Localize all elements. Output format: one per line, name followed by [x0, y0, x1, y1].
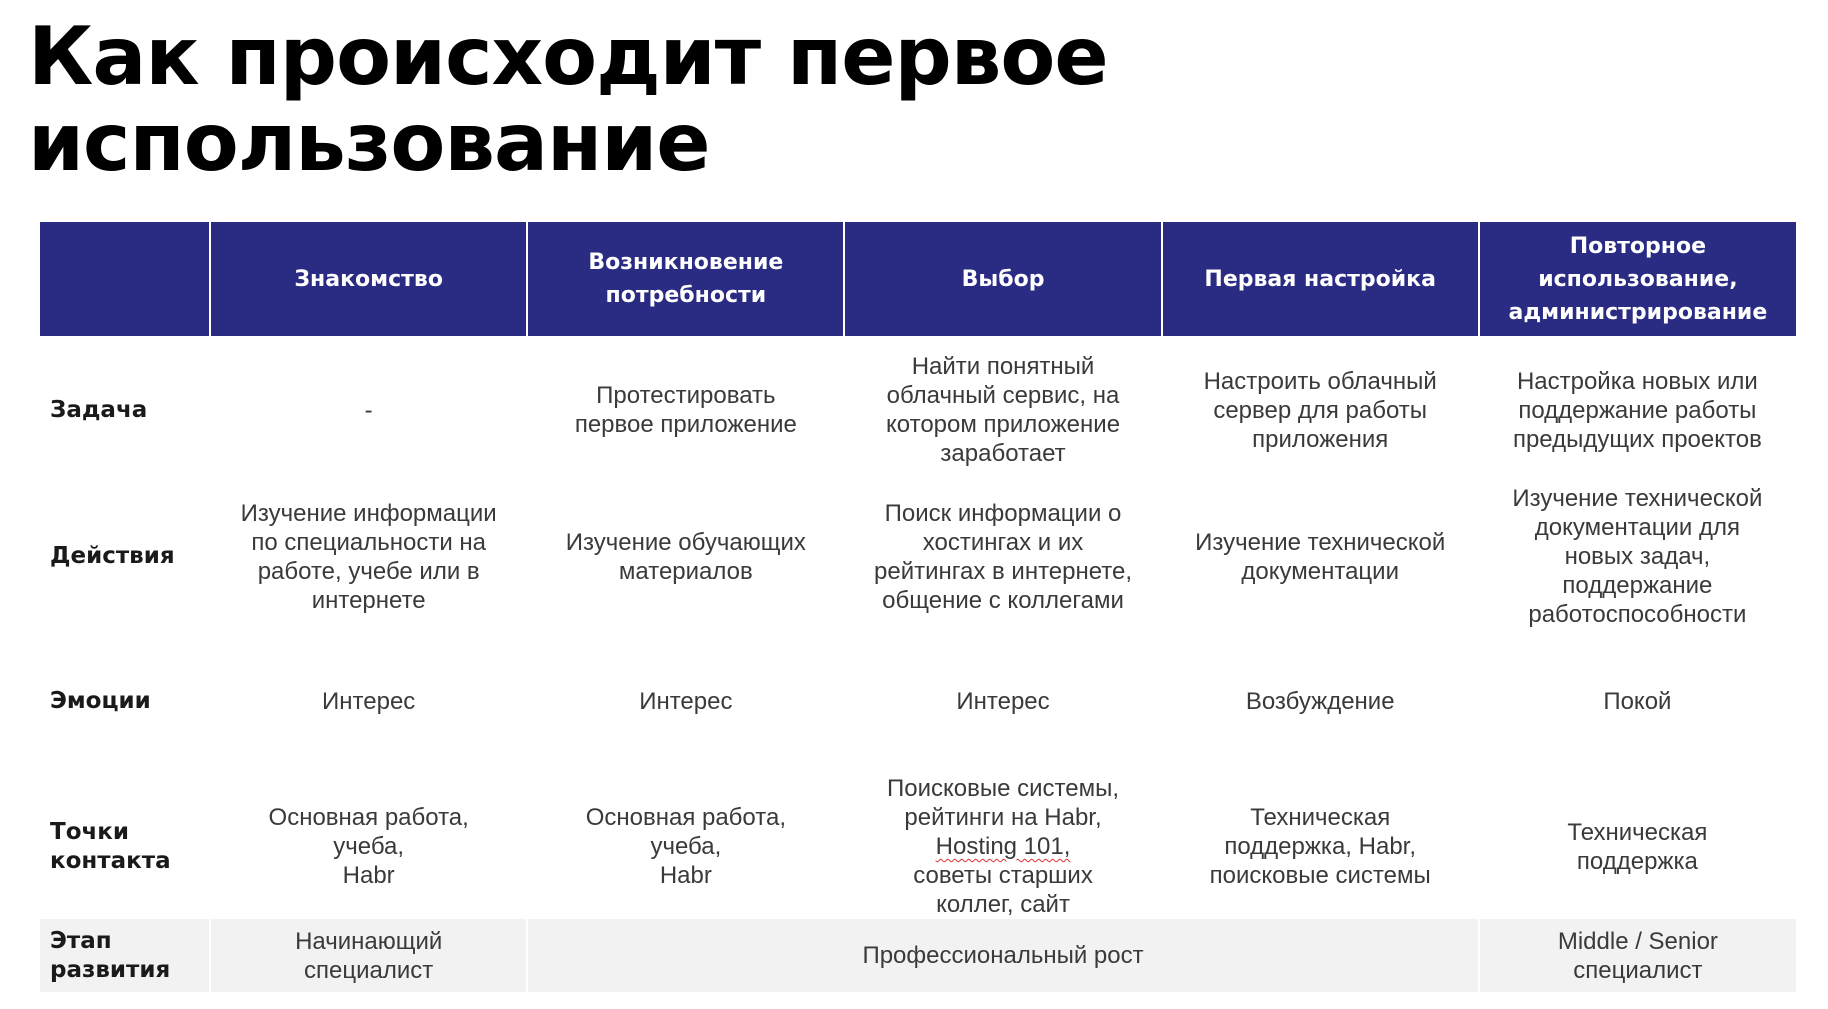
stage-cell-professional-growth: Профессиональный рост [527, 919, 1479, 992]
table-row-emotions [40, 629, 1796, 774]
touchpoints-cell-reuse [1479, 774, 1796, 919]
emotions-cell-first-setup: Возбуждение [1245, 688, 1395, 715]
cell-text-line: Изучение технической [1195, 528, 1446, 556]
header-text-line: Первая настройка [1204, 266, 1436, 292]
cell-text-line: советы старших [913, 862, 1093, 889]
task-cell-choice [844, 336, 1161, 484]
table-row-touchpoints [40, 774, 1796, 919]
cell-text-line: интернете [311, 586, 426, 614]
cell-text-line: предыдущих проектов [1512, 425, 1762, 453]
cell-text-line: поисковые системы [1209, 862, 1431, 889]
table-row-actions [40, 484, 1796, 629]
header-text-line: администрирование [1508, 299, 1768, 325]
cell-text-line: облачный сервис, на [886, 382, 1120, 409]
task-cell-acquaintance [210, 336, 527, 484]
table-row-task [40, 336, 1796, 484]
customer-journey-table [40, 222, 1796, 992]
touchpoints-cell-acquaintance [210, 774, 527, 919]
cell-text-line: учеба, [650, 833, 722, 860]
cell-text-line: хостингах и их [922, 528, 1084, 556]
header-stage-need [527, 222, 844, 336]
cell-text-line: Техническая [1250, 804, 1391, 831]
row-label-line: развития [50, 956, 171, 983]
actions-cell-reuse [1479, 484, 1796, 629]
cell-text-line: Найти понятный [911, 353, 1095, 380]
row-label-actions: Действия [50, 543, 175, 569]
actions-cell-need [527, 484, 844, 629]
cell-text-line: рейтингах в интернете, [874, 557, 1133, 585]
cell-text-line: поддержание работы [1518, 396, 1757, 424]
cell-text-line: поддержка, Habr, [1224, 833, 1417, 860]
row-label-touchpoints [40, 774, 210, 919]
row-label-development-stage [40, 919, 210, 992]
cell-text-line: Habr [342, 862, 395, 889]
page-title [28, 10, 1788, 189]
cell-text-line: рейтинги на Habr, [904, 804, 1102, 831]
cell-text-line: Habr [659, 862, 712, 889]
cell-text-line: Основная работа, [585, 804, 786, 831]
cell-text-line: Начинающий [295, 927, 443, 955]
cell-text-line: документации [1241, 557, 1399, 585]
touchpoints-cell-choice [844, 774, 1161, 919]
row-label-line: Точки [50, 818, 130, 845]
cell-text-line: документации для [1534, 514, 1741, 541]
header-text-line: Знакомство [294, 266, 443, 292]
actions-cell-first-setup [1162, 484, 1479, 629]
cell-text-line: поддержание [1562, 572, 1713, 599]
emotions-cell-reuse: Покой [1603, 688, 1672, 715]
header-text-line: Выбор [961, 266, 1045, 292]
stage-cell-beginner [210, 919, 527, 992]
header-stage-first-setup [1162, 222, 1479, 336]
cell-text-line: сервер для работы [1213, 396, 1428, 424]
cell-text-line: Middle / Senior [1557, 927, 1718, 955]
cell-text-line: - [364, 396, 373, 424]
header-stage-acquaintance [210, 222, 527, 336]
header-text-line: потребности [605, 283, 767, 308]
cell-text-line: Изучение обучающих [565, 528, 806, 556]
table-header-row [40, 222, 1796, 336]
header-text-line: Повторное [1569, 233, 1707, 259]
cell-text-line: котором приложение [886, 411, 1121, 438]
task-cell-reuse [1479, 336, 1796, 484]
cell-text-line: поддержка [1576, 847, 1698, 875]
row-label-emotions: Эмоции [50, 688, 151, 714]
cell-text-line: Поисковые системы, [887, 775, 1120, 802]
cell-text-line: специалист [304, 956, 434, 984]
cell-text-line: Изучение технической [1512, 485, 1763, 512]
title-line-2: использование [28, 96, 710, 189]
row-label-line: Этап [50, 927, 112, 954]
cell-text-line: учеба, [333, 833, 405, 860]
cell-text-line: Изучение информации [240, 499, 497, 527]
header-text-line: Возникновение [588, 250, 784, 275]
cell-text-line: первое приложение [574, 411, 797, 438]
task-cell-first-setup [1162, 336, 1479, 484]
cell-text-line: заработает [940, 440, 1066, 467]
touchpoints-cell-first-setup [1162, 774, 1479, 919]
header-stage-reuse [1479, 222, 1796, 336]
cell-text-line: приложения [1252, 425, 1389, 453]
cell-text-line: новых задач, [1564, 543, 1711, 570]
cell-text-line: по специальности на [251, 528, 486, 556]
cell-text-line: Основная работа, [268, 804, 469, 831]
cell-text-line: Hosting 101, [935, 833, 1071, 860]
cell-text-line: Техническая [1567, 818, 1708, 846]
actions-cell-acquaintance [210, 484, 527, 629]
header-stage-choice [844, 222, 1161, 336]
cell-text-line: работе, учебе или в [257, 557, 480, 585]
cell-text-line: Поиск информации о [884, 499, 1122, 527]
cell-text-line: Настроить облачный [1203, 367, 1437, 395]
table-row-development-stage [40, 919, 1796, 992]
stage-cell-senior [1479, 919, 1796, 992]
cell-text-line: материалов [618, 557, 753, 585]
actions-cell-choice [844, 484, 1161, 629]
header-text-line: использование, [1538, 266, 1738, 292]
task-cell-need [527, 336, 844, 484]
cell-text-line: работоспособности [1528, 601, 1747, 628]
emotions-cell-choice: Интерес [956, 688, 1050, 715]
cell-text-line: коллег, сайт [936, 891, 1070, 918]
cell-text-line: специалист [1573, 956, 1703, 984]
cell-text-line: общение с коллегами [882, 586, 1124, 614]
cell-text-line: Протестировать [596, 382, 776, 409]
header-corner-cell [40, 222, 210, 336]
row-label-task: Задача [50, 396, 148, 423]
touchpoints-cell-need [527, 774, 844, 919]
emotions-cell-need: Интерес [639, 688, 733, 715]
cell-text-line: Настройка новых или [1516, 367, 1758, 395]
emotions-cell-acquaintance: Интерес [322, 688, 416, 715]
row-label-line: контакта [50, 847, 171, 874]
title-line-1: Как происходит первое [28, 10, 1108, 103]
